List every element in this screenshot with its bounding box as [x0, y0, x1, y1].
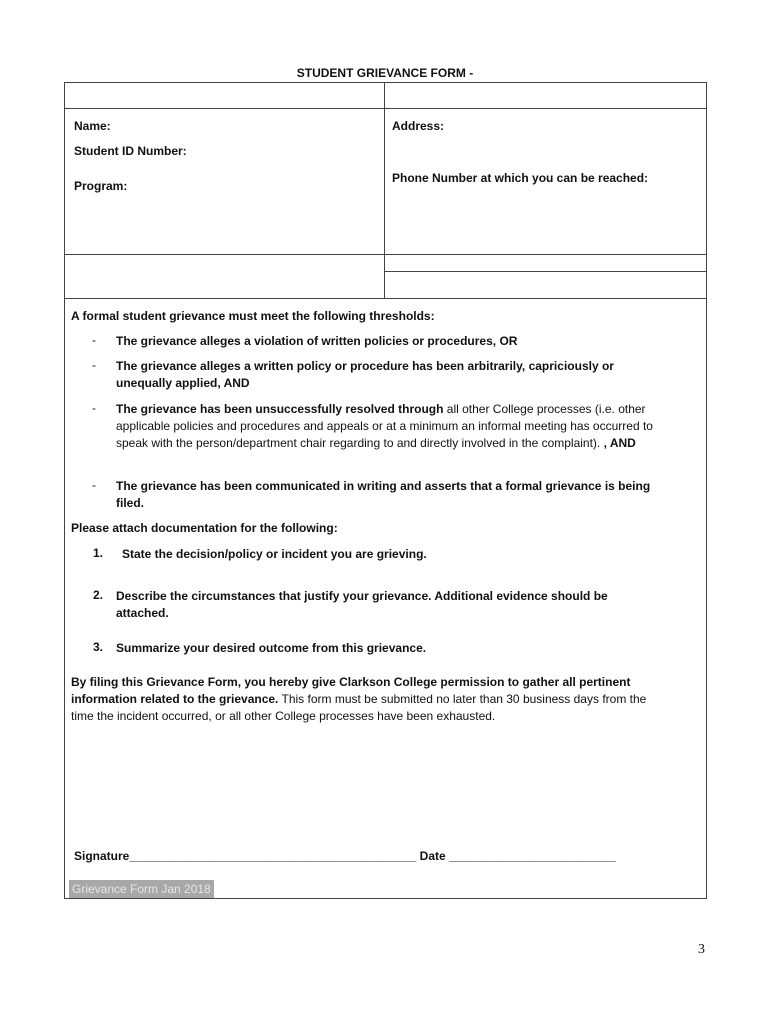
- table-row-divider: [64, 298, 707, 299]
- filing-paragraph: [71, 674, 661, 725]
- bullet-dash: -: [92, 333, 96, 347]
- form-title: STUDENT GRIEVANCE FORM -: [296, 66, 474, 80]
- address-field-label: Address:: [392, 119, 445, 133]
- student-id-field-label: Student ID Number:: [74, 144, 187, 158]
- table-row-divider: [64, 108, 707, 109]
- threshold-item: [116, 401, 661, 452]
- threshold-item-text: The grievance alleges a written policy or procedure has been arbitrarily, capriciously or unequally applied, AND: [116, 359, 614, 390]
- thresholds-heading: A formal student grievance must meet the following thresholds:: [71, 309, 435, 323]
- signature-label: Signature: [74, 849, 130, 863]
- table-column-divider: [384, 82, 385, 298]
- filing-paragraph-bold: By filing this Grievance Form, you hereby give Clarkson College permission to gather all pertinent information related to the grievance.: [71, 675, 631, 706]
- documentation-heading: Please attach documentation for the following:: [71, 521, 338, 535]
- table-row-divider: [64, 254, 707, 255]
- doc-item-number: 1.: [93, 546, 104, 560]
- table-border-right: [706, 82, 707, 899]
- table-border-bottom: [64, 898, 707, 899]
- doc-item-text: Describe the circumstances that justify your grievance. Additional evidence should be attached.: [116, 589, 608, 620]
- date-label: Date: [419, 849, 446, 863]
- date-line[interactable]: _________________________: [449, 849, 616, 863]
- name-field-label: Name:: [74, 119, 111, 133]
- threshold-item: [116, 478, 661, 512]
- threshold-item-text: The grievance alleges a violation of written policies or procedures, OR: [116, 334, 518, 348]
- doc-item-number: 3.: [93, 640, 104, 654]
- bullet-dash: -: [92, 401, 96, 415]
- threshold-item: [116, 333, 661, 350]
- program-field-label: Program:: [74, 179, 128, 193]
- doc-item-number: 2.: [93, 588, 104, 602]
- page-number: 3: [698, 942, 705, 957]
- threshold-item-text: The grievance has been communicated in writing and asserts that a formal grievance is being filed.: [116, 479, 651, 510]
- bullet-dash: -: [92, 478, 96, 492]
- doc-item-text: Summarize your desired outcome from this grievance.: [116, 641, 427, 655]
- table-border-left: [64, 82, 65, 899]
- threshold-item: [116, 358, 661, 392]
- table-row-divider: [385, 271, 707, 272]
- threshold-item-text-tail: , AND: [600, 436, 636, 450]
- signature-row: [74, 848, 616, 865]
- threshold-item-text-normal: all other College processes (i.e. other applicable policies and procedures and appeals or at a minimum an informal meeting has occurred to speak with the person/department chair regarding to and directly involved in the complaint).: [116, 402, 653, 450]
- form-version-tag: Grievance Form Jan 2018: [69, 880, 214, 898]
- doc-item-text: State the decision/policy or incident you are grieving.: [122, 547, 427, 561]
- table-border-top: [64, 82, 707, 83]
- bullet-dash: -: [92, 358, 96, 372]
- phone-field-label: Phone Number at which you can be reached:: [392, 171, 649, 185]
- signature-line[interactable]: ___________________________________________: [129, 849, 417, 863]
- threshold-item-text-bold: The grievance has been unsuccessfully resolved through: [116, 402, 444, 416]
- filing-paragraph-normal: This form must be submitted no later than 30 business days from the time the incident occurred, or all other College processes have been exhausted.: [71, 692, 647, 723]
